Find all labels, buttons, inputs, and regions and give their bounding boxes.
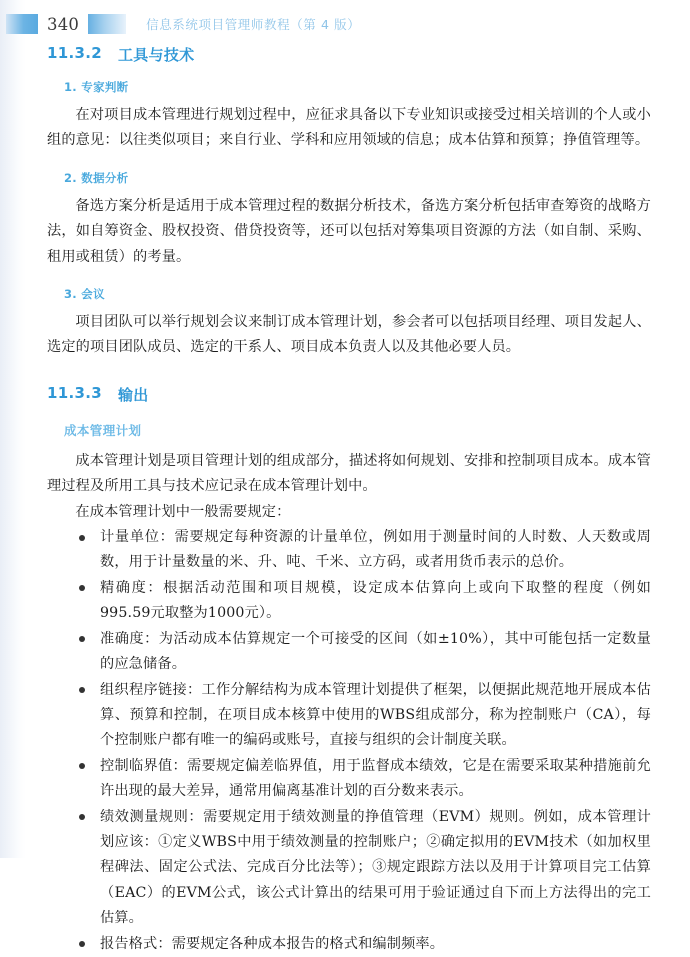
list-item-text: 计量单位：需要规定每种资源的计量单位，例如用于测量时间的人时数、人天数或周数，用于计量数量的米、升、吨、千米、立方码，或者用货币表示的总价。 <box>100 529 651 571</box>
page-number: 340 <box>47 14 80 34</box>
list-item <box>79 576 651 627</box>
paragraph-expert-judgment: 在对项目成本管理进行规划过程中，应征求具备以下专业知识或接受过相关培训的个人或小组的意见：以往类似项目；来自行业、学科和应用领域的信息；成本估算和预算；挣值管理等。 <box>47 107 651 149</box>
paragraph-cost-management-plan: 成本管理计划是项目管理计划的组成部分，描述将如何规划、安排和控制项目成本。成本管理过程及所用工具与技术应记录在成本管理计划中。 <box>47 452 651 495</box>
header-decoration-block-right <box>88 14 126 34</box>
running-header <box>0 11 690 37</box>
output-heading-cost-management-plan: 成本管理计划 <box>64 422 142 438</box>
subsection-heading-meetings: 3. 会议 <box>64 287 105 302</box>
section-title: 输出 <box>117 385 149 404</box>
section-number: 11.3.2 <box>47 44 102 62</box>
book-title: 信息系统项目管理师教程（第 4 版） <box>146 17 361 32</box>
bullet-dot-icon <box>79 941 85 947</box>
bullet-dot-icon <box>79 687 85 693</box>
page-content <box>47 44 651 957</box>
paragraph-list-intro: 在成本管理计划中一般需要规定： <box>75 503 291 520</box>
list-item-text: 准确度：为活动成本估算规定一个可接受的区间（如±10%），其中可能包括一定数量的应急储备。 <box>100 630 651 673</box>
header-decoration-block-left <box>6 14 38 34</box>
list-item-text: 组织程序链接：工作分解结构为成本管理计划提供了框架，以便据此规范地开展成本估算、预算和控制，在项目成本核算中使用的WBS组成部分，称为控制账户（CA），每个控制账户都有唯一的编码或账号，直接与组织的会计制度关联。 <box>100 681 651 749</box>
list-item <box>79 754 651 805</box>
section-title: 工具与技术 <box>117 46 195 64</box>
bullet-dot-icon <box>79 585 85 591</box>
bullet-dot-icon <box>79 535 85 541</box>
bullet-dot-icon <box>79 763 85 769</box>
subsection-heading-expert-judgment: 1. 专家判断 <box>64 80 129 94</box>
page-edge-shading <box>0 0 26 858</box>
list-item <box>79 805 651 932</box>
list-item-text: 绩效测量规则：需要规定用于绩效测量的挣值管理（EVM）规则。例如，成本管理计划应该：①定义WBS中用于绩效测量的控制账户；②确定拟用的EVM技术（如加权里程碑法、固定公式法、完成百分比法等）；③规定跟踪方法以及用于计算项目完工估算（EAC）的EVM公式，该公式计算出的结果可用于验证通过自下而上方法得出的完工估算。 <box>100 808 651 927</box>
list-item <box>79 627 651 678</box>
list-item-text: 精确度：根据活动范围和项目规模，设定成本估算向上或向下取整的程度（例如995.59元取整为1000元）。 <box>100 579 651 622</box>
paragraph-data-analysis: 备选方案分析是适用于成本管理过程的数据分析技术，备选方案分析包括审查筹资的战略方法，如自筹资金、股权投资、借贷投资等，还可以包括对筹集项目资源的方法（如自制、采购、租用或租赁）的考量。 <box>47 197 651 265</box>
paragraph-meetings: 项目团队可以举行规划会议来制订成本管理计划，参会者可以包括项目经理、项目发起人、选定的项目团队成员、选定的干系人、项目成本负责人以及其他必要人员。 <box>47 314 651 356</box>
list-item <box>79 932 651 957</box>
list-item-text: 控制临界值：需要规定偏差临界值，用于监督成本绩效，它是在需要采取某种措施前允许出现的最大差异，通常用偏离基准计划的百分数来表示。 <box>100 757 651 800</box>
cost-plan-requirements-list <box>47 525 651 957</box>
list-item <box>79 678 651 754</box>
section-heading-11-3-3 <box>47 384 651 405</box>
subsection-heading-data-analysis: 2. 数据分析 <box>64 170 129 185</box>
bullet-dot-icon <box>79 814 85 820</box>
bullet-dot-icon <box>79 636 85 642</box>
section-number: 11.3.3 <box>47 383 102 402</box>
section-heading-11-3-2 <box>47 44 651 65</box>
list-item-text: 报告格式：需要规定各种成本报告的格式和编制频率。 <box>100 935 445 952</box>
list-item <box>79 525 651 576</box>
